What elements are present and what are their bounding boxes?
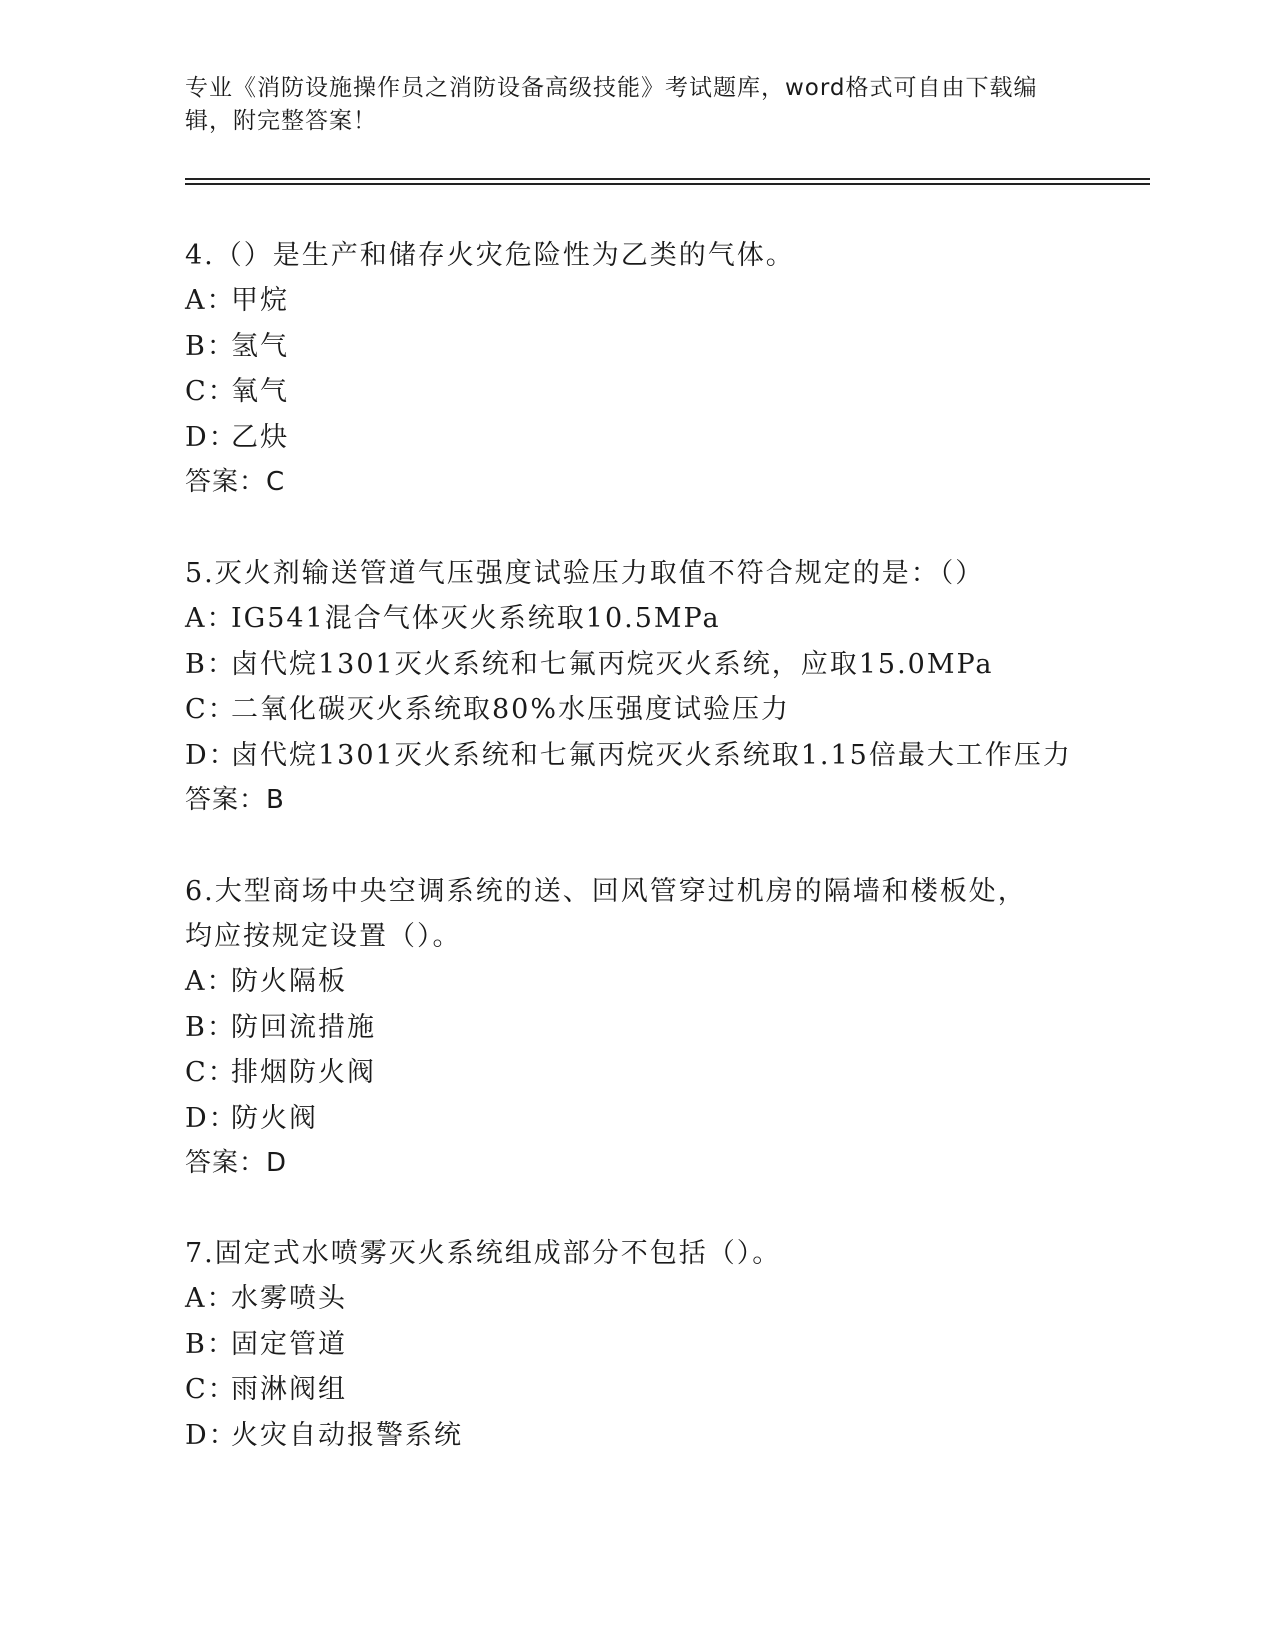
option-text: 排烟防火阀 <box>231 1057 376 1088</box>
question-stem: 5.灭火剂输送管道气压强度试验压力取值不符合规定的是：（） <box>185 558 985 589</box>
header-divider-top <box>185 178 1150 180</box>
option-key: B： <box>185 1328 236 1360</box>
question-stem: 7.固定式水喷雾灭火系统组成部分不包括（）。 <box>185 1238 782 1269</box>
option-key: B： <box>185 648 236 680</box>
option-text: 氢气 <box>231 330 289 362</box>
option-a <box>185 1276 1085 1322</box>
option-key: C： <box>185 1057 237 1088</box>
question-7 <box>185 1231 1085 1458</box>
option-text: 二氧化碳灭火系统取80%水压强度试验压力 <box>231 694 791 725</box>
option-key: C： <box>185 1374 237 1405</box>
option-b <box>185 642 1085 688</box>
option-key: A： <box>185 1283 236 1314</box>
option-key: B： <box>185 330 236 362</box>
answer-line: 答案：B <box>185 785 285 815</box>
option-text: IG541混合气体灭火系统取10.5MPa <box>231 603 721 634</box>
option-text: 雨淋阀组 <box>231 1374 347 1405</box>
option-key: D： <box>185 1102 238 1134</box>
option-c <box>185 1050 1085 1096</box>
option-a <box>185 959 1085 1005</box>
option-text: 卤代烷1301灭火系统和七氟丙烷灭火系统取1.15倍最大工作压力 <box>231 739 1072 771</box>
option-c <box>185 687 1085 733</box>
option-key: A： <box>185 966 236 997</box>
option-a <box>185 278 1085 324</box>
option-text: 防火阀 <box>231 1102 318 1134</box>
option-c <box>185 1367 1085 1413</box>
option-d <box>185 733 1085 779</box>
option-text: 火灾自动报警系统 <box>231 1419 463 1451</box>
option-text: 氧气 <box>231 376 289 407</box>
option-key: B： <box>185 1011 236 1043</box>
document-header: 专业《消防设施操作员之消防设备高级技能》考试题库，word格式可自由下载编辑，附完整答案！ <box>185 75 1038 134</box>
question-stem: 6.大型商场中央空调系统的送、回风管穿过机房的隔墙和楼板处，均应按规定设置（）。 <box>185 876 1027 952</box>
option-key: A： <box>185 285 236 316</box>
option-text: 水雾喷头 <box>231 1283 347 1314</box>
option-text: 防回流措施 <box>231 1011 376 1043</box>
option-key: A： <box>185 603 236 634</box>
answer-line: 答案：C <box>185 467 286 497</box>
question-6 <box>185 869 1085 1186</box>
option-text: 固定管道 <box>231 1328 347 1360</box>
question-5 <box>185 551 1085 823</box>
option-d <box>185 415 1085 461</box>
question-4 <box>185 233 1085 505</box>
question-stem: 4.（）是生产和储存火灾危险性为乙类的气体。 <box>185 240 795 271</box>
header-divider-bottom <box>185 183 1150 185</box>
option-b <box>185 1322 1085 1368</box>
option-key: D： <box>185 739 238 771</box>
option-b <box>185 324 1085 370</box>
option-b <box>185 1005 1085 1051</box>
option-c <box>185 369 1085 415</box>
option-key: C： <box>185 694 237 725</box>
option-d <box>185 1413 1085 1459</box>
option-key: C： <box>185 376 237 407</box>
option-text: 防火隔板 <box>231 966 347 997</box>
option-text: 甲烷 <box>231 285 289 316</box>
option-text: 乙炔 <box>231 421 289 453</box>
option-d <box>185 1096 1085 1142</box>
answer-line: 答案：D <box>185 1148 288 1178</box>
option-key: D： <box>185 1419 238 1451</box>
option-a <box>185 596 1085 642</box>
option-text: 卤代烷1301灭火系统和七氟丙烷灭火系统，应取15.0MPa <box>231 648 994 680</box>
option-key: D： <box>185 421 238 453</box>
